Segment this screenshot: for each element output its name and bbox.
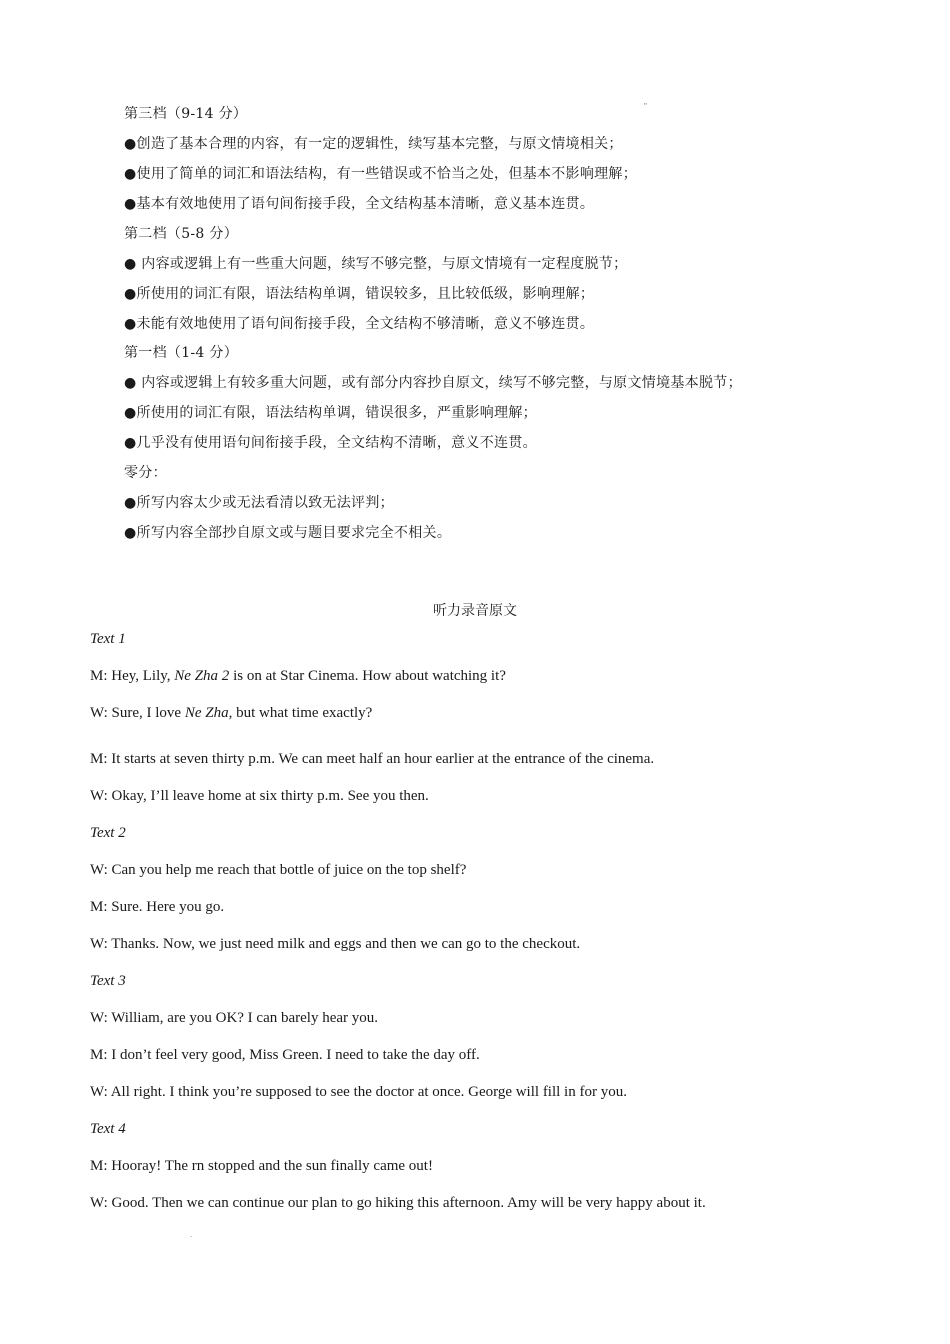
band0-item: ●所写内容太少或无法看清以致无法评判； bbox=[124, 495, 394, 511]
band1-item: ● 内容或逻辑上有较多重大问题，或有部分内容抄自原文，续写不够完整，与原文情境基本脱节； bbox=[124, 375, 742, 391]
stray-mark-top: " bbox=[644, 102, 647, 111]
dialogue-line: W: All right. I think you’re supposed to see the doctor at once. George will fill in for you. bbox=[90, 1084, 627, 1100]
text3-label: Text 3 bbox=[90, 973, 126, 989]
dialogue-line: M: Sure. Here you go. bbox=[90, 899, 225, 915]
dialogue-line: W: Okay, I’ll leave home at six thirty p.m. See you then. bbox=[90, 788, 429, 804]
movie-title: Ne Zha 2 bbox=[174, 668, 230, 684]
dialogue-line bbox=[90, 666, 506, 686]
dialogue-line: M: Hooray! The rn stopped and the sun finally came out! bbox=[90, 1158, 433, 1174]
dialogue-text: W: Sure, I love bbox=[90, 705, 185, 721]
band2-item: ● 内容或逻辑上有一些重大问题，续写不够完整，与原文情境有一定程度脱节； bbox=[124, 256, 628, 272]
band1-title: 第一档（1-4 分） bbox=[124, 345, 238, 361]
dialogue-line bbox=[90, 703, 372, 723]
text2-label: Text 2 bbox=[90, 825, 126, 841]
dialogue-text: M: Hey, Lily, bbox=[90, 668, 175, 684]
dialogue-text: is on at Star Cinema. How about watching it? bbox=[229, 668, 506, 684]
text1-label: Text 1 bbox=[90, 631, 126, 647]
band3-item: ●基本有效地使用了语句间衔接手段，全文结构基本清晰，意义基本连贯。 bbox=[124, 196, 595, 212]
movie-title: Ne Zha bbox=[184, 705, 229, 721]
dialogue-line: W: Can you help me reach that bottle of juice on the top shelf? bbox=[90, 862, 467, 878]
dialogue-line: M: I don’t feel very good, Miss Green. I need to take the day off. bbox=[90, 1047, 480, 1063]
band3-title: 第三档（9-14 分） bbox=[124, 106, 248, 122]
band2-title: 第二档（5-8 分） bbox=[124, 226, 238, 242]
band2-item: ●所使用的词汇有限，语法结构单调，错误较多，且比较低级，影响理解； bbox=[124, 286, 595, 302]
dialogue-line: M: It starts at seven thirty p.m. We can meet half an hour earlier at the entrance of the cinema. bbox=[90, 751, 655, 767]
band2-item: ●未能有效地使用了语句间衔接手段，全文结构不够清晰，意义不够连贯。 bbox=[124, 316, 595, 332]
dialogue-line: W: William, are you OK? I can barely hear you. bbox=[90, 1010, 379, 1026]
dialogue-line: W: Thanks. Now, we just need milk and eggs and then we can go to the checkout. bbox=[90, 936, 581, 952]
band3-item: ●创造了基本合理的内容，有一定的逻辑性，续写基本完整，与原文情境相关； bbox=[124, 136, 623, 152]
band3-item: ●使用了简单的词汇和语法结构，有一些错误或不恰当之处，但基本不影响理解； bbox=[124, 166, 638, 182]
stray-mark-bottom: . bbox=[190, 1230, 193, 1239]
band1-item: ●几乎没有使用语句间衔接手段，全文结构不清晰，意义不连贯。 bbox=[124, 435, 537, 451]
transcript-heading: 听力录音原文 bbox=[433, 603, 517, 619]
band0-item: ●所写内容全部抄自原文或与题目要求完全不相关。 bbox=[124, 525, 452, 541]
text4-label: Text 4 bbox=[90, 1121, 126, 1137]
band0-title: 零分： bbox=[124, 465, 167, 481]
band1-item: ●所使用的词汇有限，语法结构单调，错误很多，严重影响理解； bbox=[124, 405, 537, 421]
dialogue-text: , but what time exactly? bbox=[228, 705, 373, 721]
dialogue-line: W: Good. Then we can continue our plan to go hiking this afternoon. Amy will be very happy about it. bbox=[90, 1195, 706, 1211]
